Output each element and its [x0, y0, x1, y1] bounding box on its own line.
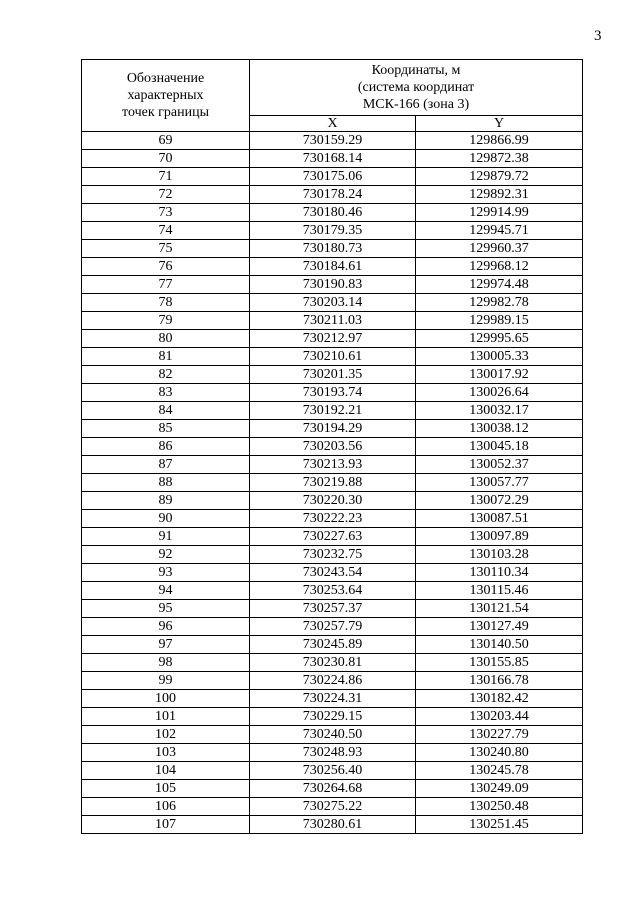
point-number-cell: 86: [82, 438, 250, 456]
x-coordinate-cell: 730264.68: [250, 780, 416, 798]
point-number-cell: 94: [82, 582, 250, 600]
y-coordinate-cell: 129945.71: [416, 222, 583, 240]
x-coordinate-cell: 730257.37: [250, 600, 416, 618]
y-coordinate-cell: 130057.77: [416, 474, 583, 492]
table-row: [82, 474, 583, 492]
x-coordinate-cell: 730253.64: [250, 582, 416, 600]
header-point-line: точек границы: [122, 105, 209, 120]
y-coordinate-cell: 130097.89: [416, 528, 583, 546]
table-row: [82, 636, 583, 654]
x-coordinate-cell: 730245.89: [250, 636, 416, 654]
table-row: [82, 510, 583, 528]
y-coordinate-cell: 129995.65: [416, 330, 583, 348]
x-coordinate-cell: 730256.40: [250, 762, 416, 780]
x-coordinate-cell: 730248.93: [250, 744, 416, 762]
table-row: [82, 348, 583, 366]
table-row: [82, 240, 583, 258]
y-coordinate-cell: 130032.17: [416, 402, 583, 420]
point-number-cell: 88: [82, 474, 250, 492]
header-coordinates: [250, 60, 583, 116]
point-number-cell: 104: [82, 762, 250, 780]
point-number-cell: 85: [82, 420, 250, 438]
point-number-cell: 87: [82, 456, 250, 474]
point-number-cell: 95: [82, 600, 250, 618]
point-number-cell: 99: [82, 672, 250, 690]
y-coordinate-cell: 130245.78: [416, 762, 583, 780]
x-coordinate-cell: 730280.61: [250, 816, 416, 834]
point-number-cell: 102: [82, 726, 250, 744]
y-coordinate-cell: 130140.50: [416, 636, 583, 654]
x-coordinate-cell: 730240.50: [250, 726, 416, 744]
table-row: [82, 762, 583, 780]
table-row: [82, 330, 583, 348]
point-number-cell: 106: [82, 798, 250, 816]
table-row: [82, 312, 583, 330]
y-coordinate-cell: 130038.12: [416, 420, 583, 438]
x-coordinate-cell: 730184.61: [250, 258, 416, 276]
header-coords-line: Координаты, м: [371, 63, 461, 78]
x-coordinate-cell: 730180.46: [250, 204, 416, 222]
y-coordinate-cell: 130026.64: [416, 384, 583, 402]
x-coordinate-cell: 730175.06: [250, 168, 416, 186]
table-row: [82, 672, 583, 690]
y-coordinate-cell: 130110.34: [416, 564, 583, 582]
x-coordinate-cell: 730224.86: [250, 672, 416, 690]
coordinates-table: [81, 59, 583, 834]
point-number-cell: 93: [82, 564, 250, 582]
page-number: 3: [594, 28, 602, 44]
x-coordinate-cell: 730224.31: [250, 690, 416, 708]
table-row: [82, 564, 583, 582]
point-number-cell: 92: [82, 546, 250, 564]
point-number-cell: 77: [82, 276, 250, 294]
y-coordinate-cell: 129989.15: [416, 312, 583, 330]
x-coordinate-cell: 730220.30: [250, 492, 416, 510]
point-number-cell: 70: [82, 150, 250, 168]
x-coordinate-cell: 730257.79: [250, 618, 416, 636]
y-coordinate-cell: 130166.78: [416, 672, 583, 690]
header-x: X: [250, 116, 416, 132]
point-number-cell: 83: [82, 384, 250, 402]
table-row: [82, 204, 583, 222]
x-coordinate-cell: 730193.74: [250, 384, 416, 402]
y-coordinate-cell: 129879.72: [416, 168, 583, 186]
point-number-cell: 107: [82, 816, 250, 834]
x-coordinate-cell: 730180.73: [250, 240, 416, 258]
table-row: [82, 582, 583, 600]
header-coords-line: (система координат: [357, 80, 475, 95]
x-coordinate-cell: 730192.21: [250, 402, 416, 420]
point-number-cell: 105: [82, 780, 250, 798]
table-row: [82, 528, 583, 546]
y-coordinate-cell: 129974.48: [416, 276, 583, 294]
y-coordinate-cell: 130240.80: [416, 744, 583, 762]
point-number-cell: 69: [82, 132, 250, 150]
table-row: [82, 420, 583, 438]
y-coordinate-cell: 130155.85: [416, 654, 583, 672]
y-coordinate-cell: 129914.99: [416, 204, 583, 222]
x-coordinate-cell: 730232.75: [250, 546, 416, 564]
x-coordinate-cell: 730243.54: [250, 564, 416, 582]
point-number-cell: 82: [82, 366, 250, 384]
header-y: Y: [416, 116, 583, 132]
y-coordinate-cell: 130103.28: [416, 546, 583, 564]
header-point-line: Обозначение: [126, 71, 205, 86]
x-coordinate-cell: 730211.03: [250, 312, 416, 330]
point-number-cell: 98: [82, 654, 250, 672]
x-coordinate-cell: 730203.56: [250, 438, 416, 456]
point-number-cell: 76: [82, 258, 250, 276]
y-coordinate-cell: 130087.51: [416, 510, 583, 528]
table-row: [82, 132, 583, 150]
table-row: [82, 744, 583, 762]
point-number-cell: 81: [82, 348, 250, 366]
x-coordinate-cell: 730227.63: [250, 528, 416, 546]
y-coordinate-cell: 130127.49: [416, 618, 583, 636]
table-row: [82, 150, 583, 168]
table-row: [82, 402, 583, 420]
table-row: [82, 438, 583, 456]
x-coordinate-cell: 730178.24: [250, 186, 416, 204]
x-coordinate-cell: 730201.35: [250, 366, 416, 384]
x-coordinate-cell: 730230.81: [250, 654, 416, 672]
table-header: [82, 60, 583, 132]
x-coordinate-cell: 730159.29: [250, 132, 416, 150]
x-coordinate-cell: 730190.83: [250, 276, 416, 294]
table-row: [82, 294, 583, 312]
table-row: [82, 186, 583, 204]
point-number-cell: 100: [82, 690, 250, 708]
point-number-cell: 73: [82, 204, 250, 222]
y-coordinate-cell: 129960.37: [416, 240, 583, 258]
y-coordinate-cell: 130072.29: [416, 492, 583, 510]
x-coordinate-cell: 730179.35: [250, 222, 416, 240]
x-coordinate-cell: 730168.14: [250, 150, 416, 168]
y-coordinate-cell: 130250.48: [416, 798, 583, 816]
point-number-cell: 84: [82, 402, 250, 420]
y-coordinate-cell: 130115.46: [416, 582, 583, 600]
table-row: [82, 492, 583, 510]
table-row: [82, 384, 583, 402]
header-coords-line: МСК-166 (зона 3): [362, 97, 470, 112]
point-number-cell: 79: [82, 312, 250, 330]
y-coordinate-cell: 129866.99: [416, 132, 583, 150]
x-coordinate-cell: 730213.93: [250, 456, 416, 474]
table-row: [82, 618, 583, 636]
table-row: [82, 366, 583, 384]
table-row: [82, 798, 583, 816]
x-coordinate-cell: 730275.22: [250, 798, 416, 816]
x-coordinate-cell: 730203.14: [250, 294, 416, 312]
table-row: [82, 222, 583, 240]
x-coordinate-cell: 730212.97: [250, 330, 416, 348]
y-coordinate-cell: 129872.38: [416, 150, 583, 168]
table-row: [82, 654, 583, 672]
y-coordinate-cell: 130227.79: [416, 726, 583, 744]
point-number-cell: 71: [82, 168, 250, 186]
table-row: [82, 816, 583, 834]
table-row: [82, 456, 583, 474]
table-row: [82, 708, 583, 726]
table-row: [82, 600, 583, 618]
point-number-cell: 80: [82, 330, 250, 348]
y-coordinate-cell: 130121.54: [416, 600, 583, 618]
x-coordinate-cell: 730210.61: [250, 348, 416, 366]
point-number-cell: 101: [82, 708, 250, 726]
table-row: [82, 726, 583, 744]
y-coordinate-cell: 129982.78: [416, 294, 583, 312]
point-number-cell: 89: [82, 492, 250, 510]
y-coordinate-cell: 129892.31: [416, 186, 583, 204]
point-number-cell: 97: [82, 636, 250, 654]
y-coordinate-cell: 130045.18: [416, 438, 583, 456]
y-coordinate-cell: 130005.33: [416, 348, 583, 366]
point-number-cell: 75: [82, 240, 250, 258]
table-row: [82, 258, 583, 276]
table-row: [82, 690, 583, 708]
table-row: [82, 276, 583, 294]
table-row: [82, 780, 583, 798]
point-number-cell: 96: [82, 618, 250, 636]
table-row: [82, 546, 583, 564]
x-coordinate-cell: 730219.88: [250, 474, 416, 492]
header-point-designation: [82, 60, 250, 132]
y-coordinate-cell: 130017.92: [416, 366, 583, 384]
y-coordinate-cell: 130249.09: [416, 780, 583, 798]
y-coordinate-cell: 129968.12: [416, 258, 583, 276]
point-number-cell: 78: [82, 294, 250, 312]
x-coordinate-cell: 730222.23: [250, 510, 416, 528]
point-number-cell: 91: [82, 528, 250, 546]
table-row: [82, 168, 583, 186]
y-coordinate-cell: 130203.44: [416, 708, 583, 726]
table-body: [82, 132, 583, 834]
point-number-cell: 74: [82, 222, 250, 240]
y-coordinate-cell: 130251.45: [416, 816, 583, 834]
point-number-cell: 72: [82, 186, 250, 204]
y-coordinate-cell: 130182.42: [416, 690, 583, 708]
point-number-cell: 103: [82, 744, 250, 762]
x-coordinate-cell: 730194.29: [250, 420, 416, 438]
x-coordinate-cell: 730229.15: [250, 708, 416, 726]
y-coordinate-cell: 130052.37: [416, 456, 583, 474]
point-number-cell: 90: [82, 510, 250, 528]
header-point-line: характерных: [127, 88, 204, 103]
